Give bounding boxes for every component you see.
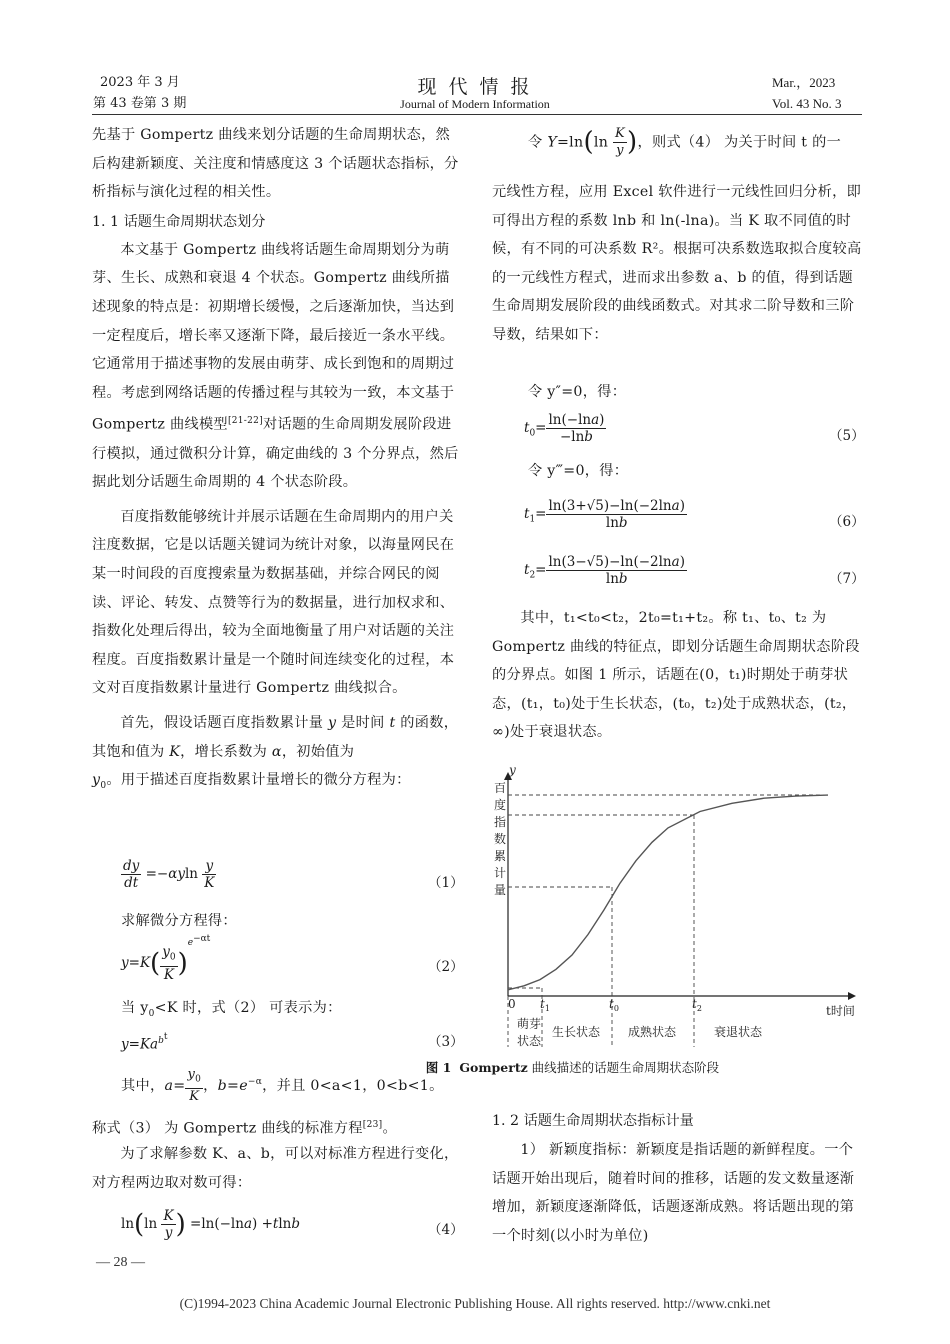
- standard-form-text: 称式（3） 为 Gompertz 曲线的标准方程[23]。: [92, 1120, 397, 1137]
- header-date-en: Mar.，2023: [772, 75, 836, 90]
- page-number: — 28 —: [96, 1255, 145, 1270]
- equation-2-number: （2）: [428, 959, 464, 975]
- equation-6: $t_1=$ $\frac{\ln(3+√5)-\ln(-2\ln a)}{\ln b}$: [524, 498, 685, 531]
- gompertz-curve: [508, 795, 828, 990]
- paragraph-solve-params: 为了求解参数 K、a、b，可以对标准方程进行变化，对方程两边取对数可得：: [92, 1146, 459, 1191]
- y-axis-symbol: y: [509, 763, 516, 777]
- equation-2: y=K( $\frac{y_0}{K}$ )$^{e^{-\alpha t}}$: [121, 934, 211, 983]
- equation-4-number: （4）: [428, 1222, 464, 1238]
- stage-mature: 成熟状态: [628, 1025, 677, 1039]
- header-volume-en: Vol. 43 No. 3: [772, 96, 842, 111]
- left-column: [92, 121, 464, 801]
- journal-title: 现 代 情 报: [417, 76, 533, 98]
- equation-1-number: （1）: [428, 875, 464, 891]
- equation-7-number: （7）: [829, 571, 865, 587]
- header-rule: [92, 114, 862, 115]
- x-axis-label: t时间: [826, 1004, 855, 1018]
- x-axis-arrow: [848, 992, 856, 1000]
- paragraph-baidu-index: 百度指数能够统计并展示话题在生命周期内的用户关注度数据，它是以话题关键词为统计对象，以海量网民在某一时间段的百度搜索量为数据基础，并综合网民的阅读、评论、转发、点赞等行为的数据量，进行加权求和、指数化处理后得出，较为全面地衡量了用户对话题的关注程度。百度指数累计量是一个随时间连续变化的过程，本文对百度指数累计量进行 Gompertz 曲线拟合。: [92, 508, 455, 697]
- stage-sprout-l2: 状态: [517, 1034, 542, 1048]
- y-axis-char: 计: [494, 866, 507, 880]
- figure-caption: 图 1 Gompertz 曲线描述的话题生命周期状态阶段: [425, 1060, 720, 1075]
- let-y2-text: 令 y″=0，得：: [528, 384, 627, 400]
- copyright-footer: (C)1994-2023 China Academic Journal Electronic Publishing House. All rights reserved. http://www.cnki.net: [179, 1296, 771, 1311]
- let-y3-text: 令 y‴=0，得：: [528, 463, 629, 479]
- when-text: 当 $y_0<K$ 时，式（2） 可表示为：: [121, 1000, 342, 1019]
- y-axis-char: 指: [494, 815, 507, 829]
- y-axis-char: 百: [494, 781, 507, 795]
- guide-lines: [508, 795, 828, 1047]
- equation-6-number: （6）: [829, 514, 865, 530]
- gompertz-figure: [492, 762, 864, 1060]
- paragraph-regression: 元线性方程，应用 Excel 软件进行一元线性回归分析，即可得出方程的系数 lnb 和 ln(-lna)。当 K 取不同值的时候，有不同的可决系数 R²。根据可决系数选取拟合度较高的一元线性方程式，进而求出参数 a、b 的值，得到话题生命周期发展阶段的曲线函数式。对其求二阶导数和三阶导数，结果如下：: [492, 184, 862, 343]
- y-axis-char: 累: [494, 849, 507, 863]
- stage-sprout-l1: 萌芽: [517, 1017, 542, 1031]
- equation-1: $\frac{dy}{dt}$ =−αyln $\frac{y}{K}$: [123, 858, 215, 891]
- stage-decline: 衰退状态: [714, 1025, 763, 1039]
- let-Y-line: 令 Y=ln(ln $\frac{K}{y}$ )，则式（4） 为关于时间 t 的一: [528, 126, 842, 158]
- x-tick-label: $t_2$: [692, 997, 702, 1013]
- citation: [21-22]: [227, 416, 264, 427]
- y-axis-char: 度: [494, 798, 507, 812]
- stage-labels: [517, 1016, 763, 1048]
- x-tick-label: $t_1$: [540, 997, 550, 1013]
- equation-3-number: （3）: [428, 1034, 464, 1050]
- equation-7: $t_2=$ $\frac{\ln(3-√5)-\ln(-2\ln a)}{\ln b}$: [524, 554, 685, 587]
- paragraph-novelty: 1） 新颖度指标：新颖度是指话题的新鲜程度。一个话题开始出现后，随着时间的推移，话题的发文数量逐渐增加，新颖度逐渐降低，话题逐渐成熟。将话题出现的第一个时刻(以小时为单位): [492, 1142, 855, 1244]
- equation-3: $y=Ka^{b^t}$: [121, 1032, 168, 1053]
- equation-5: $t_0=$ $\frac{\ln(-\ln a)}{-\ln b}$: [524, 412, 605, 445]
- equation-4: ln(ln $\frac{K}{y}$ ) =ln(−lna) +tlnb: [121, 1208, 300, 1241]
- equation-5-number: （5）: [829, 428, 865, 444]
- paragraph-characteristic-points: 其中，t₁<t₀<t₂，2t₀=t₁+t₂。称 t₁、t₀、t₂ 为 Gompertz 曲线的特征点，即划分话题生命周期状态阶段的分界点。如图 1 所示，话题在(0，t₁)时期处于萌芽状态，(t₁，t₀)处于生长状态，(t₀，t₂)处于成熟状态，(t₂，∞)处于衰退状态。: [492, 610, 860, 741]
- journal-subtitle: Journal of Modern Information: [400, 97, 550, 111]
- origin-label: 0: [508, 997, 516, 1011]
- section-1-1-heading: 1. 1 话题生命周期状态划分: [92, 213, 266, 230]
- y-axis-label: [494, 781, 506, 897]
- y-axis-char: 数: [494, 832, 507, 846]
- paragraph-assumption: 首先，假设话题百度指数累计量 y 是时间 t 的函数，其饱和值为 K，增长系数为 α，初始值为 $y_0$。用于描述百度指数累计量增长的微分方程为：: [92, 715, 459, 792]
- section-1-2-heading: 1. 2 话题生命周期状态指标计量: [492, 1113, 694, 1129]
- header-volume: 第 43 卷第 3 期: [93, 96, 187, 111]
- intro-paragraph: 先基于 Gompertz 曲线来划分话题的生命周期状态，然后构建新颖度、关注度和情感度这 3 个话题状态指标，分析指标与演化过程的相关性。: [92, 127, 459, 201]
- solve-text: 求解微分方程得：: [121, 913, 237, 929]
- y-axis-char: 量: [494, 883, 507, 897]
- x-tick-label: $t_0$: [609, 997, 619, 1013]
- header-date: 2023 年 3 月: [100, 75, 180, 90]
- paragraph-gompertz: 本文基于 Gompertz 曲线将话题生命周期划分为萌芽、生长、成熟和衰退 4 个状态。Gompertz 曲线所描述现象的特点是：初期增长缓慢，之后逐渐加快，当达到一定程度后，增长率又逐渐下降，最后接近一条水平线。它通常用于描述事物的发展由萌芽、成长到饱和的周期过程。考虑到网络话题的传播过程与其较为一致，本文基于 Gompertz 曲线模型[21-22]对话题的生命周期发展阶段进行模拟，通过微积分计算，确定曲线的 3 个分界点，然后据此划分话题生命周期的 4 个状态阶段。: [92, 241, 459, 491]
- right-column: [492, 178, 864, 350]
- stage-growth: 生长状态: [552, 1025, 601, 1039]
- where-text: 其中，a= $\frac{y_0}{K}$ ，$b=e^{-\alpha}$，并且 0<a<1，0<b<1。: [121, 1067, 444, 1104]
